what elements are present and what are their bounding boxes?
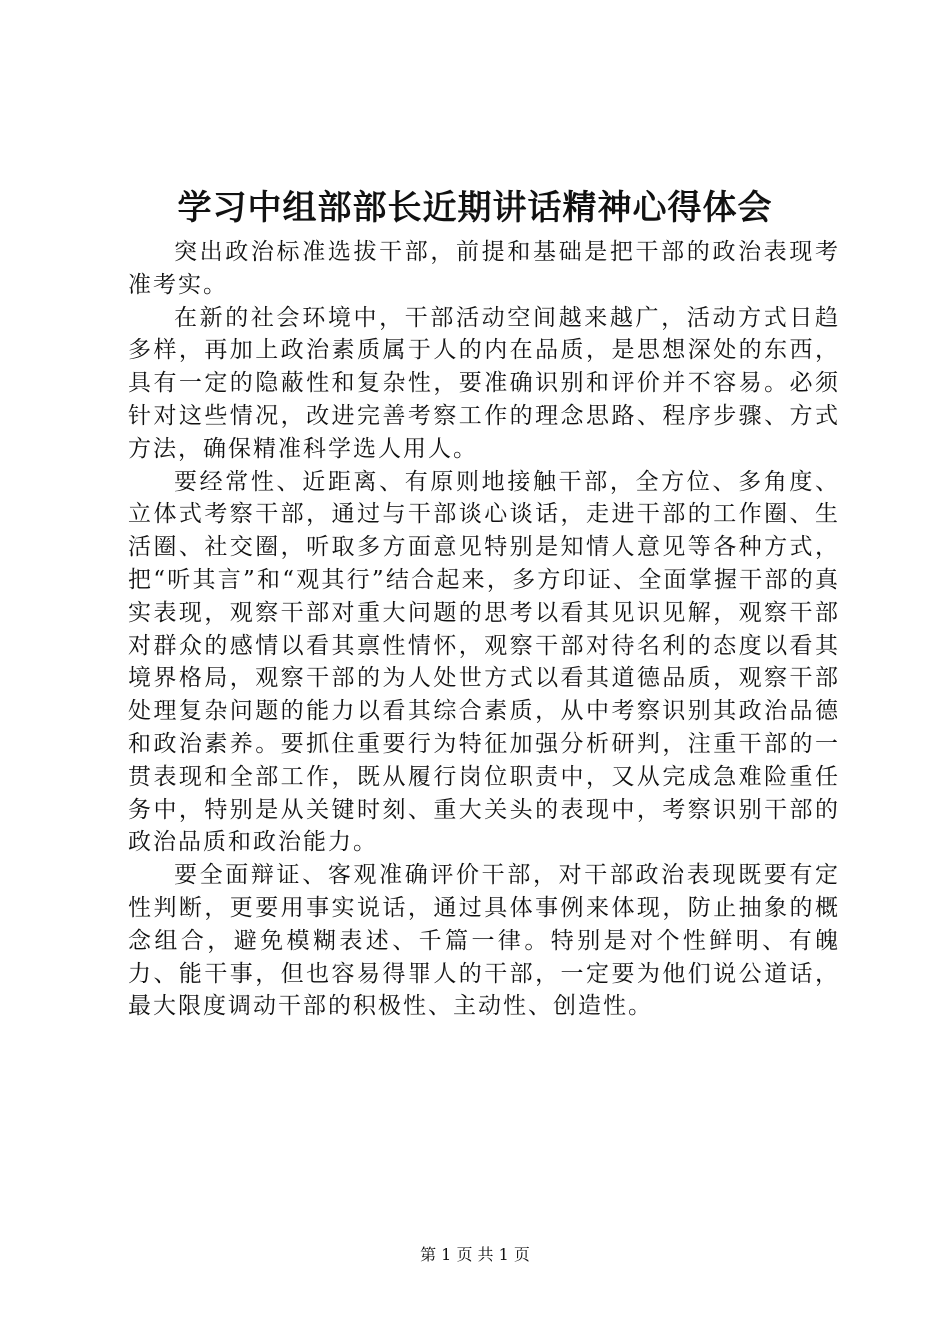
- page-number-footer: 第 1 页 共 1 页: [420, 1245, 530, 1264]
- document-title: 学习中组部部长近期讲话精神心得体会: [177, 188, 773, 228]
- paragraph-3: 要经常性、近距离、有原则地接触干部，全方位、多角度、立体式考察干部，通过与干部谈心谈话，走进干部的工作圈、生活圈、社交圈，听取多方面意见特别是知情人意见等各种方式，把“听其言”和“观其行”结合起来，多方印证、全面掌握干部的真实表现，观察干部对重大问题的思考以看其见识见解，观察干部对群众的感情以看其禀性情怀，观察干部对待名利的态度以看其境界格局，观察干部的为人处世方式以看其道德品质，观察干部处理复杂问题的能力以看其综合素质，从中考察识别其政治品德和政治素养。要抓住重要行为特征加强分析研判，注重干部的一贯表现和全部工作，既从履行岗位职责中，又从完成急难险重任务中，特别是从关键时刻、重大关头的表现中，考察识别干部的政治品质和政治能力。: [128, 468, 840, 856]
- paragraph-4: 要全面辩证、客观准确评价干部，对干部政治表现既要有定性判断，更要用事实说话，通过具体事例来体现，防止抽象的概念组合，避免模糊表述、千篇一律。特别是对个性鲜明、有魄力、能干事，但也容易得罪人的干部，一定要为他们说公道话，最大限度调动干部的积极性、主动性、创造性。: [128, 862, 840, 1020]
- paragraph-2: 在新的社会环境中，干部活动空间越来越广，活动方式日趋多样，再加上政治素质属于人的内在品质，是思想深处的东西，具有一定的隐蔽性和复杂性，要准确识别和评价并不容易。必须针对这些情况，改进完善考察工作的理念思路、程序步骤、方式方法，确保精准科学选人用人。: [128, 304, 840, 462]
- paragraph-1: 突出政治标准选拔干部，前提和基础是把干部的政治表现考准考实。: [128, 239, 840, 298]
- document-body: [128, 236, 840, 1023]
